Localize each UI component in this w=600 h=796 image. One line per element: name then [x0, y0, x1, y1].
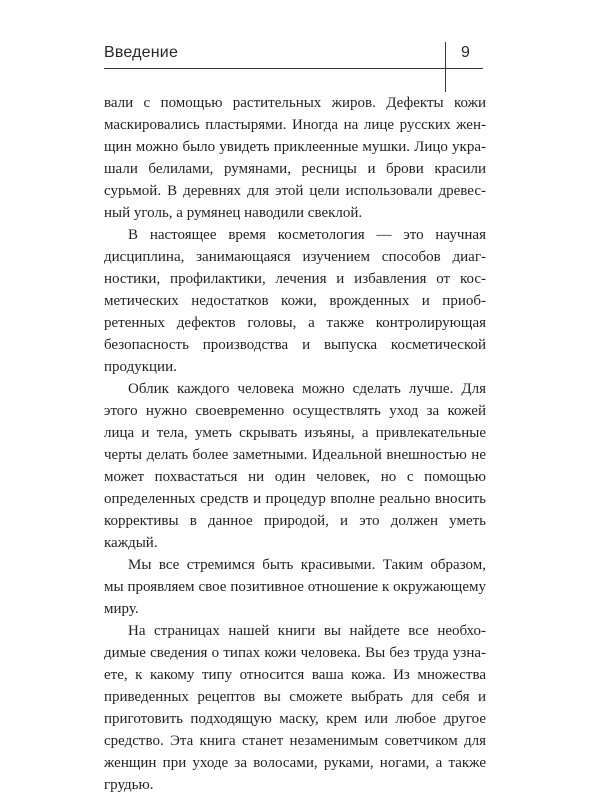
- paragraph-beauty: Мы все стремимся быть красивыми. Таким образом, мы проявляем свое позитивное отношение к окружающему миру.: [104, 557, 486, 617]
- header-divider: [445, 42, 446, 92]
- paragraph-book-contents: На страницах нашей книги вы найдете все необходимые сведения о типах кожи человека. Вы без труда узнаете, к какому типу относится ваша кожа. Из множества приведенных рецептов вы сможете выбрать для себя и приготовить подходящую маску, крем или любое другое средство. Эта книга станет незаменимым советчиком для женщин при уходе за волосами, руками, ногами, а также грудью.: [104, 623, 486, 793]
- page-number: 9: [461, 44, 470, 61]
- paragraph-appearance: Облик каждого человека можно сделать лучше. Для этого нужно своевременно осуществлять уход за кожей лица и тела, уметь скрывать изъяны, а привлекательные черты делать более заметными. Идеальной внешностью не может похвастаться ни один человек, но с помощью определенных средств и процедур вполне реально вносить коррективы в данное природой, и это должен уметь каждый.: [104, 381, 486, 551]
- running-head: [0, 0, 600, 80]
- body-text: [104, 92, 486, 796]
- paragraph-cosmetology-definition: В настоящее время косметология — это научная дисциплина, занимающаяся изучением способов диагностики, профилактики, лечения и избавления от косметических недостатков кожи, врожденных и приобретенных дефектов головы, а также контролирующая безопасность производства и выпуска косметической продукции.: [104, 227, 486, 375]
- header-rule: [104, 68, 483, 69]
- paragraph-continuation: вали с помощью растительных жиров. Дефекты кожи маскировались пластырями. Иногда на лице русских женщин можно было увидеть приклеенные мушки. Лицо украшали белилами, румянами, ресницы и брови красили сурьмой. В деревнях для этой цели использовали древесный уголь, а румянец наводили свеклой.: [104, 95, 486, 221]
- section-title: Введение: [104, 44, 179, 61]
